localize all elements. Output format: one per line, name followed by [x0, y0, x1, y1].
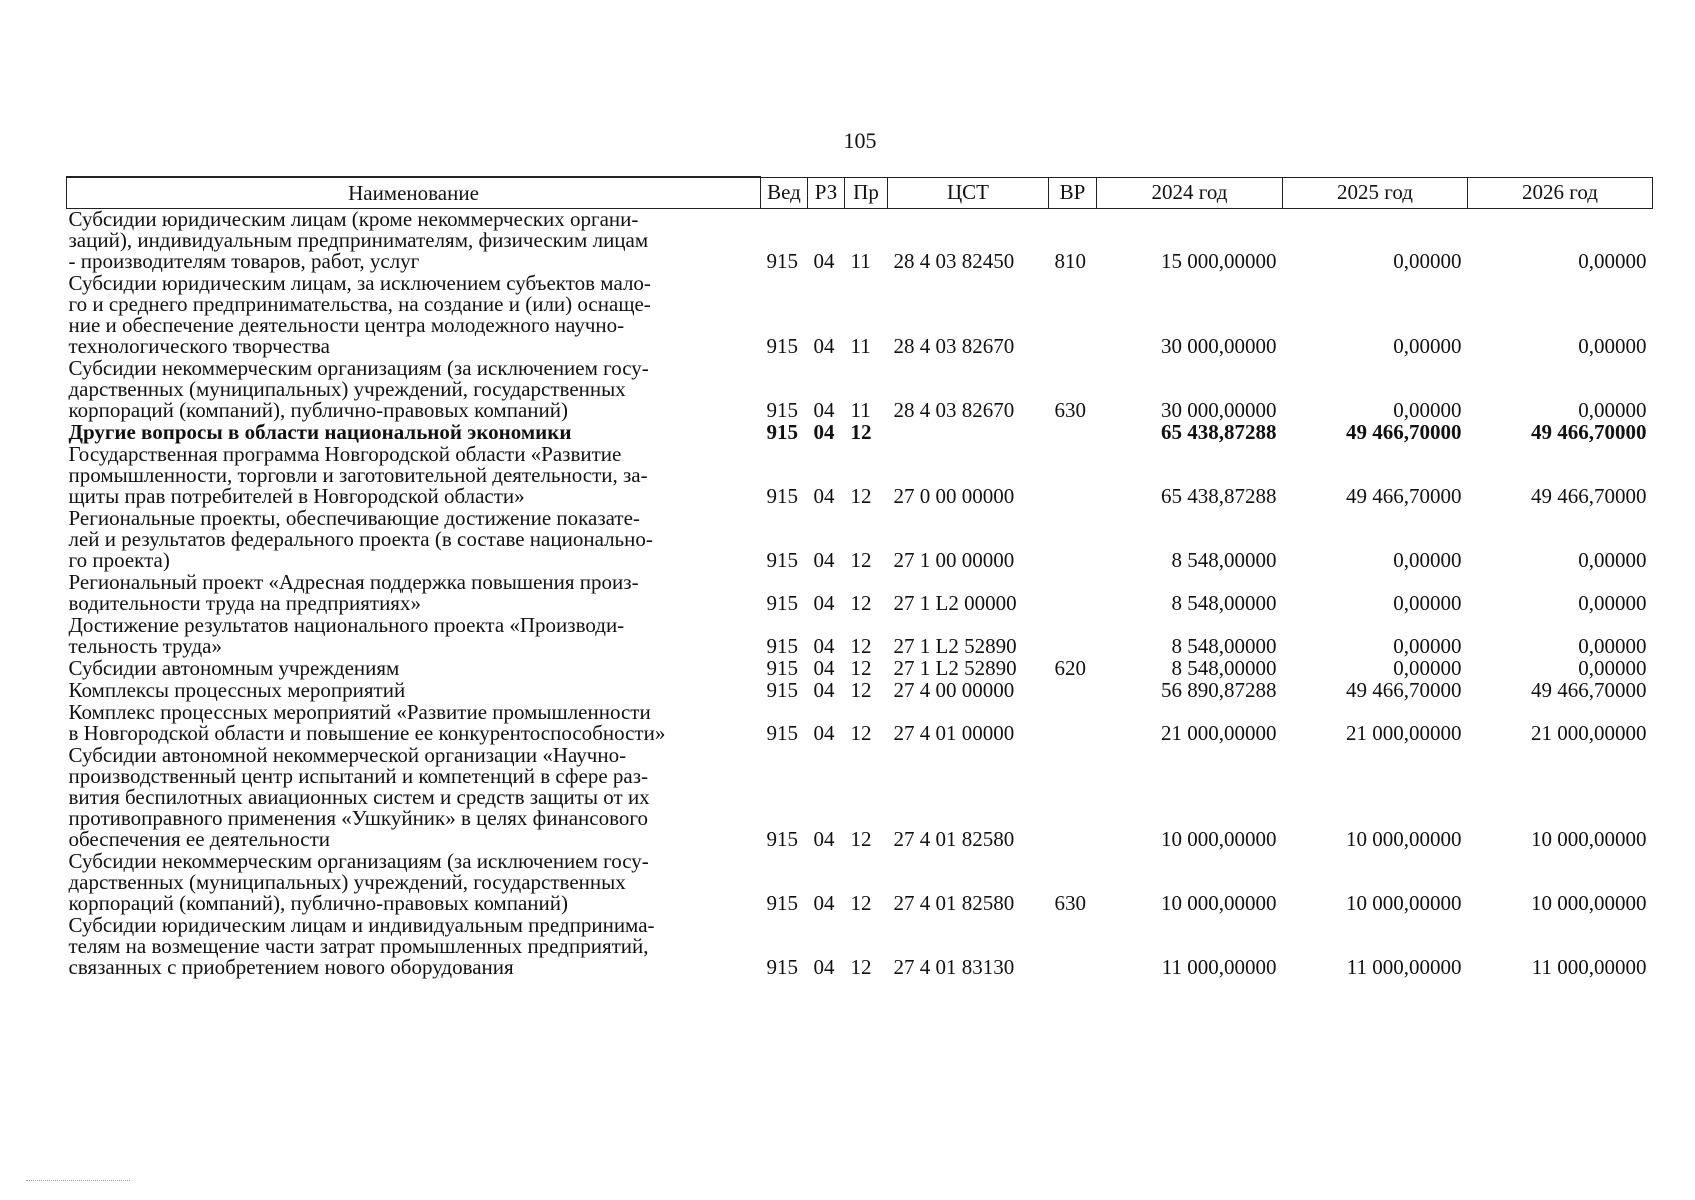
- row-rz: 04: [813, 249, 835, 273]
- row-name-line: го проекта): [68, 548, 170, 572]
- table-row: [67, 915, 1653, 979]
- row-amount-2026: 49 466,70000: [1531, 420, 1647, 444]
- budget-table: [66, 176, 1653, 979]
- row-amount-2024: 8 548,00000: [1171, 591, 1277, 615]
- header-cst: ЦСТ: [888, 177, 1049, 209]
- table-row: [67, 508, 1653, 572]
- row-cst: 28 4 03 82450: [893, 249, 1015, 273]
- row-rz: 04: [813, 548, 835, 572]
- row-name-line: обеспечения ее деятельности: [68, 827, 330, 851]
- row-amount-2026: 11 000,00000: [1531, 955, 1647, 979]
- row-ved: 915: [766, 484, 798, 508]
- row-vr: [1049, 572, 1097, 615]
- row-amount-2026: 0,00000: [1578, 398, 1647, 422]
- row-rz: 04: [813, 721, 835, 745]
- row-name-line: Региональный проект «Адресная поддержка повышения произ-: [68, 570, 639, 594]
- row-amount-2026: 10 000,00000: [1531, 891, 1647, 915]
- table-header: [67, 177, 1653, 209]
- row-name: [67, 358, 761, 422]
- row-name-line: Достижение результатов национального проекта «Производи-: [68, 613, 625, 637]
- row-cst: 28 4 03 82670: [893, 334, 1015, 358]
- row-rz: 04: [813, 656, 835, 680]
- row-rz: 04: [813, 827, 835, 851]
- row-cst: 27 1 L2 52890: [893, 634, 1017, 658]
- row-name-line: технологического творчества: [68, 334, 331, 358]
- row-vr: [1049, 422, 1097, 444]
- page-number: 105: [843, 128, 877, 153]
- row-rz: 04: [813, 891, 835, 915]
- row-vr: [1049, 273, 1097, 358]
- row-amount-2026: 0,00000: [1578, 249, 1647, 273]
- row-ved: 915: [766, 249, 798, 273]
- row-ved: 915: [766, 891, 798, 915]
- row-rz: 04: [813, 334, 835, 358]
- row-amount-2025: 0,00000: [1393, 398, 1462, 422]
- row-name-line: тельность труда»: [68, 634, 222, 658]
- row-amount-2025: 0,00000: [1393, 334, 1462, 358]
- row-name: [67, 444, 761, 508]
- row-name: [67, 680, 761, 702]
- row-name-line: связанных с приобретением нового оборудования: [68, 955, 514, 979]
- row-amount-2025: 10 000,00000: [1346, 827, 1462, 851]
- row-name-line: Государственная программа Новгородской области «Развитие: [68, 442, 622, 466]
- row-name: [67, 508, 761, 572]
- row-amount-2024: 10 000,00000: [1161, 891, 1277, 915]
- row-name-line: го и среднего предпринимательства, на создание и (или) оснаще-: [68, 292, 651, 316]
- row-name-line: Субсидии автономным учреждениям: [68, 656, 400, 680]
- row-amount-2024: 21 000,00000: [1161, 721, 1277, 745]
- row-amount-2025: 49 466,70000: [1346, 678, 1462, 702]
- row-cst: 27 4 01 00000: [893, 721, 1015, 745]
- row-amount-2024: 65 438,87288: [1161, 484, 1277, 508]
- row-name-line: Другие вопросы в области национальной экономики: [68, 420, 572, 444]
- row-name: [67, 658, 761, 680]
- row-vr: [1049, 745, 1097, 851]
- row-amount-2025: 0,00000: [1393, 656, 1462, 680]
- row-name-line: производственный центр испытаний и компетенций в сфере раз-: [68, 764, 649, 788]
- header-2026: 2026 год: [1468, 177, 1653, 209]
- row-ved: 915: [766, 678, 798, 702]
- row-name-line: Комплексы процессных мероприятий: [68, 678, 406, 702]
- table-row: [67, 444, 1653, 508]
- row-rz: 04: [813, 678, 835, 702]
- table-row: [67, 273, 1653, 358]
- table-row: [67, 615, 1653, 658]
- row-amount-2024: 65 438,87288: [1161, 420, 1277, 444]
- row-pr: 12: [850, 591, 872, 615]
- row-vr: 630: [1054, 891, 1086, 915]
- header-pr: Пр: [845, 177, 888, 209]
- row-pr: 11: [850, 249, 871, 273]
- row-amount-2026: 21 000,00000: [1531, 721, 1647, 745]
- row-name-line: Субсидии некоммерческим организациям (за исключением госу-: [68, 356, 649, 380]
- header-ved: Вед: [761, 177, 808, 209]
- row-vr: [1049, 508, 1097, 572]
- row-pr: 12: [850, 678, 872, 702]
- row-rz: 04: [813, 955, 835, 979]
- row-cst: 27 0 00 00000: [893, 484, 1015, 508]
- row-ved: 915: [766, 398, 798, 422]
- row-name-line: заций), индивидуальным предпринимателям, физическим лицам: [68, 228, 649, 252]
- header-name: Наименование: [67, 177, 761, 209]
- row-amount-2026: 49 466,70000: [1531, 484, 1647, 508]
- row-rz: 04: [813, 634, 835, 658]
- row-name-line: лей и результатов федерального проекта (в составе национально-: [68, 527, 653, 551]
- row-vr: 630: [1054, 398, 1086, 422]
- row-amount-2024: 8 548,00000: [1171, 656, 1277, 680]
- row-ved: 915: [766, 591, 798, 615]
- row-name-line: корпораций (компаний), публично-правовых компаний): [68, 398, 568, 422]
- row-cst: 27 1 L2 52890: [893, 656, 1017, 680]
- footer-divider: [26, 1180, 130, 1183]
- row-vr: 620: [1054, 656, 1086, 680]
- row-amount-2025: 10 000,00000: [1346, 891, 1462, 915]
- row-name-line: вития беспилотных авиационных систем и средств защиты от их: [68, 785, 650, 809]
- row-pr: 12: [850, 484, 872, 508]
- row-amount-2024: 30 000,00000: [1161, 334, 1277, 358]
- row-cst: [888, 422, 1049, 444]
- row-amount-2024: 15 000,00000: [1161, 249, 1277, 273]
- row-name-line: корпораций (компаний), публично-правовых компаний): [68, 891, 568, 915]
- table-row: [67, 680, 1653, 702]
- row-name-line: Субсидии некоммерческим организациям (за исключением госу-: [68, 849, 649, 873]
- row-amount-2024: 10 000,00000: [1161, 827, 1277, 851]
- row-amount-2025: 49 466,70000: [1346, 484, 1462, 508]
- row-name: [67, 209, 761, 274]
- row-ved: 915: [766, 634, 798, 658]
- row-name-line: в Новгородской области и повышение ее конкурентоспособности»: [68, 721, 666, 745]
- row-ved: 915: [766, 656, 798, 680]
- table-row: [67, 358, 1653, 422]
- row-vr: [1049, 915, 1097, 979]
- row-amount-2024: 30 000,00000: [1161, 398, 1277, 422]
- table-body: [67, 209, 1653, 980]
- row-rz: 04: [813, 591, 835, 615]
- row-amount-2025: 21 000,00000: [1346, 721, 1462, 745]
- row-ved: 915: [766, 721, 798, 745]
- table-row: [67, 422, 1653, 444]
- row-name: [67, 851, 761, 915]
- row-amount-2024: 11 000,00000: [1161, 955, 1277, 979]
- row-cst: 28 4 03 82670: [893, 398, 1015, 422]
- row-name-line: Региональные проекты, обеспечивающие достижение показате-: [68, 506, 640, 530]
- row-amount-2025: 49 466,70000: [1346, 420, 1462, 444]
- row-cst: 27 4 00 00000: [893, 678, 1015, 702]
- row-name-line: Субсидии юридическим лицам и индивидуальным предпринима-: [68, 913, 655, 937]
- row-rz: 04: [813, 420, 835, 444]
- row-pr: 12: [850, 548, 872, 572]
- row-vr: [1049, 680, 1097, 702]
- row-name: [67, 615, 761, 658]
- row-pr: 12: [850, 656, 872, 680]
- row-pr: 11: [850, 334, 871, 358]
- row-name: [67, 273, 761, 358]
- table-row: [67, 209, 1653, 274]
- row-amount-2025: 11 000,00000: [1346, 955, 1462, 979]
- row-pr: 11: [850, 398, 871, 422]
- row-amount-2025: 0,00000: [1393, 548, 1462, 572]
- row-name: [67, 915, 761, 979]
- row-cst: 27 4 01 83130: [893, 955, 1015, 979]
- row-name: [67, 702, 761, 745]
- row-vr: 810: [1054, 249, 1086, 273]
- row-name-line: дарственных (муниципальных) учреждений, государственных: [68, 870, 626, 894]
- header-2025: 2025 год: [1283, 177, 1468, 209]
- header-vr: ВР: [1049, 177, 1097, 209]
- row-amount-2024: 8 548,00000: [1171, 548, 1277, 572]
- row-ved: 915: [766, 548, 798, 572]
- row-rz: 04: [813, 484, 835, 508]
- row-name-line: - производителям товаров, работ, услуг: [68, 249, 420, 273]
- row-amount-2026: 0,00000: [1578, 634, 1647, 658]
- row-ved: 915: [766, 827, 798, 851]
- row-amount-2026: 0,00000: [1578, 548, 1647, 572]
- header-rz: РЗ: [808, 177, 845, 209]
- row-pr: 12: [850, 827, 872, 851]
- row-amount-2026: 0,00000: [1578, 591, 1647, 615]
- row-vr: [1049, 702, 1097, 745]
- table-row: [67, 745, 1653, 851]
- table-row: [67, 658, 1653, 680]
- row-amount-2026: 49 466,70000: [1531, 678, 1647, 702]
- row-name-line: дарственных (муниципальных) учреждений, государственных: [68, 377, 626, 401]
- row-vr: [1049, 444, 1097, 508]
- row-ved: 915: [766, 334, 798, 358]
- row-name-line: Субсидии юридическим лицам (кроме некоммерческих органи-: [68, 207, 639, 231]
- table-row: [67, 572, 1653, 615]
- row-amount-2024: 56 890,87288: [1161, 678, 1277, 702]
- row-vr: [1049, 615, 1097, 658]
- row-amount-2026: 0,00000: [1578, 334, 1647, 358]
- row-amount-2026: 10 000,00000: [1531, 827, 1647, 851]
- row-pr: 12: [850, 891, 872, 915]
- row-name: [67, 572, 761, 615]
- row-name-line: телям на возмещение части затрат промышленных предприятий,: [68, 934, 649, 958]
- row-cst: 27 4 01 82580: [893, 827, 1015, 851]
- table-row: [67, 702, 1653, 745]
- row-cst: 27 4 01 82580: [893, 891, 1015, 915]
- row-cst: 27 1 00 00000: [893, 548, 1015, 572]
- row-name-line: водительности труда на предприятиях»: [68, 591, 421, 615]
- row-amount-2025: 0,00000: [1393, 591, 1462, 615]
- row-name: [67, 745, 761, 851]
- row-name-line: Субсидии автономной некоммерческой организации «Научно-: [68, 743, 627, 767]
- row-name-line: ние и обеспечение деятельности центра молодежного научно-: [68, 313, 625, 337]
- row-name-line: противоправного применения «Ушкуйник» в целях финансового: [68, 806, 648, 830]
- row-ved: 915: [766, 420, 798, 444]
- row-cst: 27 1 L2 00000: [893, 591, 1017, 615]
- row-amount-2025: 0,00000: [1393, 634, 1462, 658]
- row-name-line: щиты прав потребителей в Новгородской области»: [68, 484, 525, 508]
- row-name-line: Субсидии юридическим лицам, за исключением субъектов мало-: [68, 271, 651, 295]
- row-pr: 12: [850, 955, 872, 979]
- row-pr: 12: [850, 420, 872, 444]
- table-row: [67, 851, 1653, 915]
- row-name: [67, 422, 761, 444]
- row-name-line: Комплекс процессных мероприятий «Развитие промышленности: [68, 700, 651, 724]
- row-amount-2025: 0,00000: [1393, 249, 1462, 273]
- row-pr: 12: [850, 634, 872, 658]
- row-amount-2026: 0,00000: [1578, 656, 1647, 680]
- row-amount-2024: 8 548,00000: [1171, 634, 1277, 658]
- row-ved: 915: [766, 955, 798, 979]
- row-name-line: промышленности, торговли и заготовительной деятельности, за-: [68, 463, 648, 487]
- row-rz: 04: [813, 398, 835, 422]
- header-2024: 2024 год: [1097, 177, 1283, 209]
- row-pr: 12: [850, 721, 872, 745]
